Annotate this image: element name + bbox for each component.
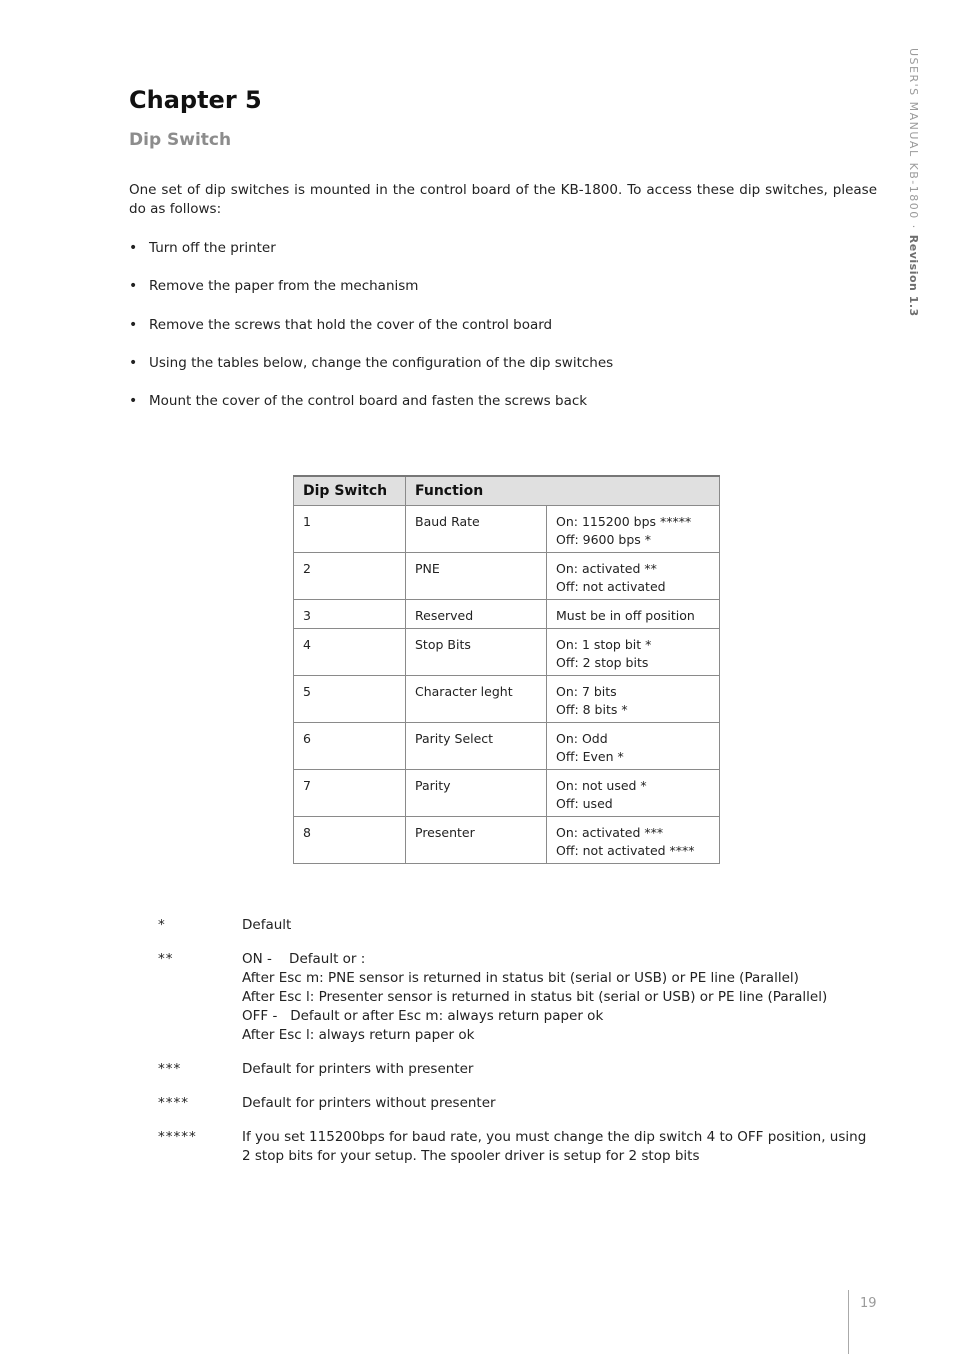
on-setting: On: activated ** [556, 561, 657, 576]
footnote [158, 916, 878, 935]
bullet-icon: • [129, 354, 138, 371]
on-setting: On: 7 bits [556, 684, 617, 699]
running-header [907, 48, 920, 317]
switch-number: 1 [294, 506, 406, 553]
table-row [294, 723, 720, 770]
footnote-text [242, 916, 878, 935]
on-setting: On: activated *** [556, 825, 664, 840]
switch-number: 5 [294, 676, 406, 723]
list-item [129, 392, 613, 430]
footnote-marker: *** [158, 1061, 182, 1077]
footnote-line: After Esc l: always return paper ok [242, 1027, 475, 1043]
column-header-switch: Dip Switch [294, 476, 406, 506]
list-item [129, 239, 613, 277]
bullet-icon: • [129, 278, 138, 295]
function-name: Reserved [406, 600, 547, 629]
intro-paragraph: One set of dip switches is mounted in the control board of the KB-1800. To access these dip switches, please do as follows: [129, 182, 877, 217]
switch-number: 4 [294, 629, 406, 676]
list-item [129, 354, 613, 392]
footnote-text [242, 1128, 878, 1166]
steps-list [129, 239, 613, 430]
setting-cell [547, 506, 720, 553]
page-number: 19 [860, 1296, 877, 1311]
setting-cell [547, 817, 720, 864]
footnote [158, 1060, 878, 1079]
function-name: Parity [406, 770, 547, 817]
setting-cell [547, 629, 720, 676]
footnote-line: If you set 115200bps for baud rate, you must change the dip switch 4 to OFF position, using 2 stop bits for your setup. The spooler driver is setup for 2 stop bits [242, 1129, 867, 1164]
list-item [129, 316, 613, 354]
column-header-function: Function [406, 476, 720, 506]
footnote-line: After Esc l: Presenter sensor is returned in status bit (serial or USB) or PE line (Parallel) [242, 989, 828, 1005]
footnote-marker: ** [158, 951, 174, 967]
footnote [158, 1128, 878, 1166]
table-row [294, 770, 720, 817]
off-setting: Off: Even * [556, 749, 624, 764]
table-row [294, 506, 720, 553]
footnote-text [242, 1060, 878, 1079]
table-row [294, 676, 720, 723]
on-setting: On: Odd [556, 731, 608, 746]
off-setting: Off: not activated **** [556, 843, 695, 858]
function-name: Character leght [406, 676, 547, 723]
off-setting: Off: 8 bits * [556, 702, 628, 717]
switch-number: 2 [294, 553, 406, 600]
switch-number: 6 [294, 723, 406, 770]
setting-cell [547, 770, 720, 817]
table-row [294, 553, 720, 600]
table-header-row [294, 476, 720, 506]
dip-switch-table [293, 475, 720, 864]
footnote-line: Default for printers with presenter [242, 1061, 474, 1077]
on-setting: On: 1 stop bit * [556, 637, 652, 652]
footnote-line: ON - Default or : [242, 951, 366, 967]
section-title: Dip Switch [129, 130, 232, 150]
setting-cell [547, 600, 720, 629]
footnote [158, 950, 878, 1045]
footnotes [158, 916, 878, 1181]
list-item [129, 277, 613, 315]
on-setting: Must be in off position [556, 608, 695, 623]
table-row [294, 817, 720, 864]
footnote-marker: **** [158, 1095, 189, 1111]
setting-cell [547, 553, 720, 600]
footnote-marker: * [158, 917, 166, 933]
step-text: Mount the cover of the control board and fasten the screws back [149, 393, 588, 410]
table-row [294, 629, 720, 676]
step-text: Turn off the printer [149, 240, 276, 256]
off-setting: Off: 9600 bps * [556, 532, 652, 547]
footnote-line: After Esc m: PNE sensor is returned in status bit (serial or USB) or PE line (Parallel) [242, 970, 799, 986]
switch-number: 3 [294, 600, 406, 629]
step-text: Using the tables below, change the configuration of the dip switches [149, 354, 614, 371]
revision-label: Revision 1.3 [907, 234, 920, 317]
on-setting: On: not used * [556, 778, 647, 793]
footnote-text [242, 950, 878, 1045]
bullet-icon: • [129, 316, 138, 333]
footer-divider [848, 1290, 849, 1354]
bullet-icon: • [129, 240, 138, 256]
setting-cell [547, 676, 720, 723]
manual-title: USER'S MANUAL KB-1800 · [907, 48, 920, 235]
function-name: PNE [406, 553, 547, 600]
table-row [294, 600, 720, 629]
off-setting: Off: used [556, 796, 613, 811]
footnote-text [242, 1094, 878, 1113]
chapter-title: Chapter 5 [129, 86, 262, 114]
function-name: Presenter [406, 817, 547, 864]
footnote-line: Default [242, 917, 292, 933]
footnote [158, 1094, 878, 1113]
setting-cell [547, 723, 720, 770]
footnote-line: OFF - Default or after Esc m: always return paper ok [242, 1008, 604, 1024]
step-text: Remove the screws that hold the cover of the control board [149, 316, 553, 333]
switch-number: 7 [294, 770, 406, 817]
switch-number: 8 [294, 817, 406, 864]
function-name: Parity Select [406, 723, 547, 770]
function-name: Baud Rate [406, 506, 547, 553]
step-text: Remove the paper from the mechanism [149, 278, 419, 295]
off-setting: Off: 2 stop bits [556, 655, 649, 670]
bullet-icon: • [129, 393, 138, 410]
footnote-marker: ***** [158, 1129, 197, 1145]
function-name: Stop Bits [406, 629, 547, 676]
off-setting: Off: not activated [556, 579, 666, 594]
on-setting: On: 115200 bps ***** [556, 514, 692, 529]
footnote-line: Default for printers without presenter [242, 1095, 496, 1111]
